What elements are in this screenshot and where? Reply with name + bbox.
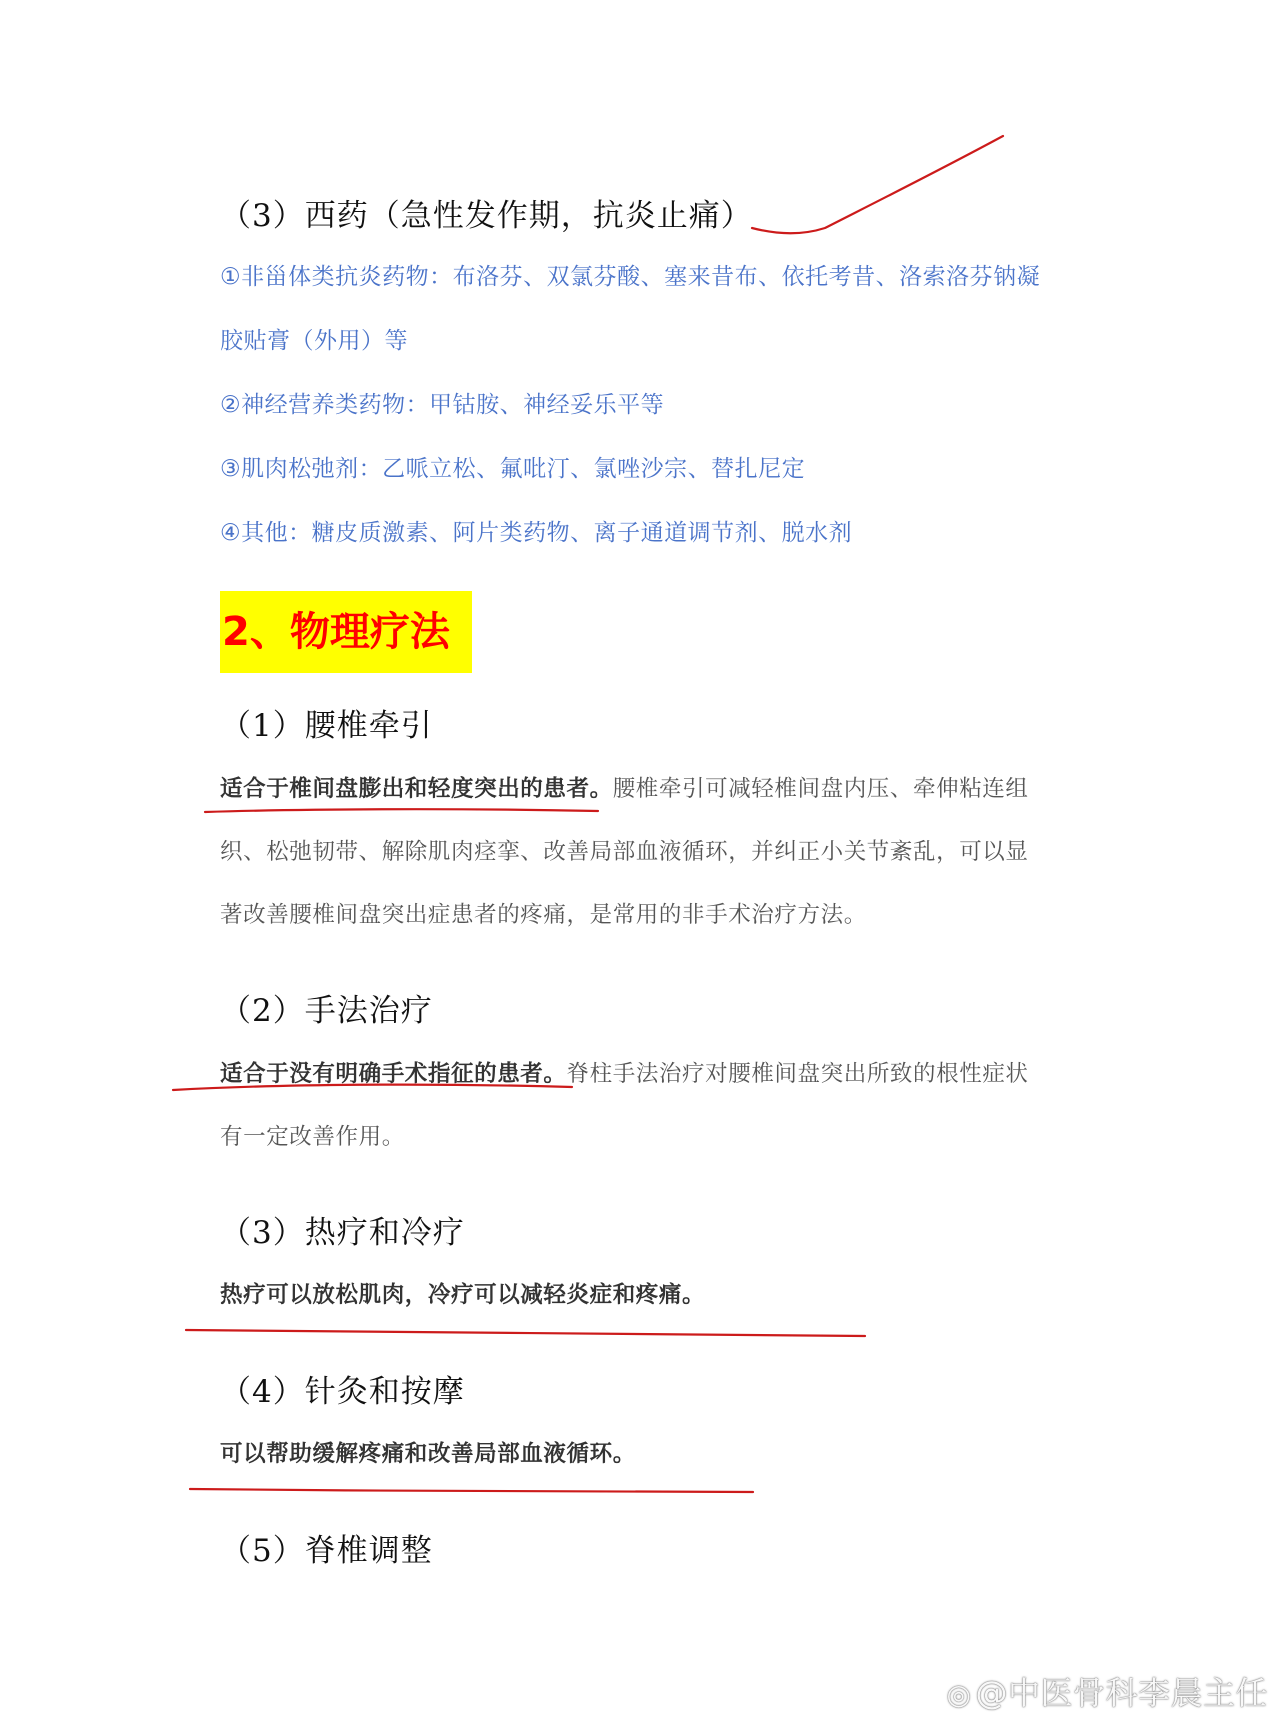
neurotrophic-drug-line: ②神经营养类药物：甲钴胺、神经妥乐平等 <box>220 392 665 418</box>
heat-cold-heading: （3）热疗和冷疗 <box>220 1215 465 1251</box>
nsaid-drug-line: ①非甾体类抗炎药物：布洛芬、双氯芬酸、塞来昔布、依托考昔、洛索洛芬钠凝 <box>220 264 1041 290</box>
spine-adjustment-heading: （5）脊椎调整 <box>220 1533 433 1569</box>
manual-therapy-line1 <box>220 1056 1029 1088</box>
underline-acupuncture <box>190 1489 753 1492</box>
manual-therapy-line2: 有一定改善作用。 <box>220 1124 405 1150</box>
traction-heading: （1）腰椎牵引 <box>220 708 433 744</box>
nsaid-drug-line-cont: 胶贴膏（外用）等 <box>220 328 408 354</box>
watermark-text: @中医骨科李晨主任 <box>975 1674 1268 1712</box>
weibo-logo-icon: ◎ <box>946 1678 972 1711</box>
western-medicine-heading: （3）西药（急性发作期，抗炎止痛） <box>220 198 753 234</box>
traction-paragraph-line2: 织、松弛韧带、解除肌肉痉挛、改善局部血液循环，并纠正小关节紊乱，可以显 <box>220 839 1029 865</box>
traction-paragraph-line3: 著改善腰椎间盘突出症患者的疼痛，是常用的非手术治疗方法。 <box>220 902 867 928</box>
acupuncture-heading: （4）针灸和按摩 <box>220 1374 465 1410</box>
underline-traction-lead <box>205 809 598 812</box>
heat-cold-text: 热疗可以放松肌肉，冷疗可以减轻炎症和疼痛。 <box>220 1282 706 1308</box>
traction-line1-rest: 腰椎牵引可减轻椎间盘内压、牵伸粘连组 <box>612 776 1029 802</box>
underline-heat-cold <box>186 1330 865 1336</box>
manual-therapy-line1-rest: 脊柱手法治疗对腰椎间盘突出所致的根性症状 <box>566 1061 1029 1087</box>
traction-lead: 适合于椎间盘膨出和轻度突出的患者。 <box>220 776 613 802</box>
checkmark-annotation <box>752 136 1003 233</box>
other-drug-line: ④其他：糖皮质激素、阿片类药物、离子通道调节剂、脱水剂 <box>220 520 853 546</box>
traction-paragraph-line1 <box>220 771 1029 803</box>
watermark <box>947 1668 1268 1714</box>
manual-therapy-lead: 适合于没有明确手术指征的患者。 <box>220 1061 567 1087</box>
physical-therapy-title: 2、物理疗法 <box>220 591 472 673</box>
acupuncture-text: 可以帮助缓解疼痛和改善局部血液循环。 <box>220 1441 636 1467</box>
manual-therapy-heading: （2）手法治疗 <box>220 993 433 1029</box>
muscle-relaxant-drug-line: ③肌肉松弛剂：乙哌立松、氟吡汀、氯唑沙宗、替扎尼定 <box>220 456 806 482</box>
